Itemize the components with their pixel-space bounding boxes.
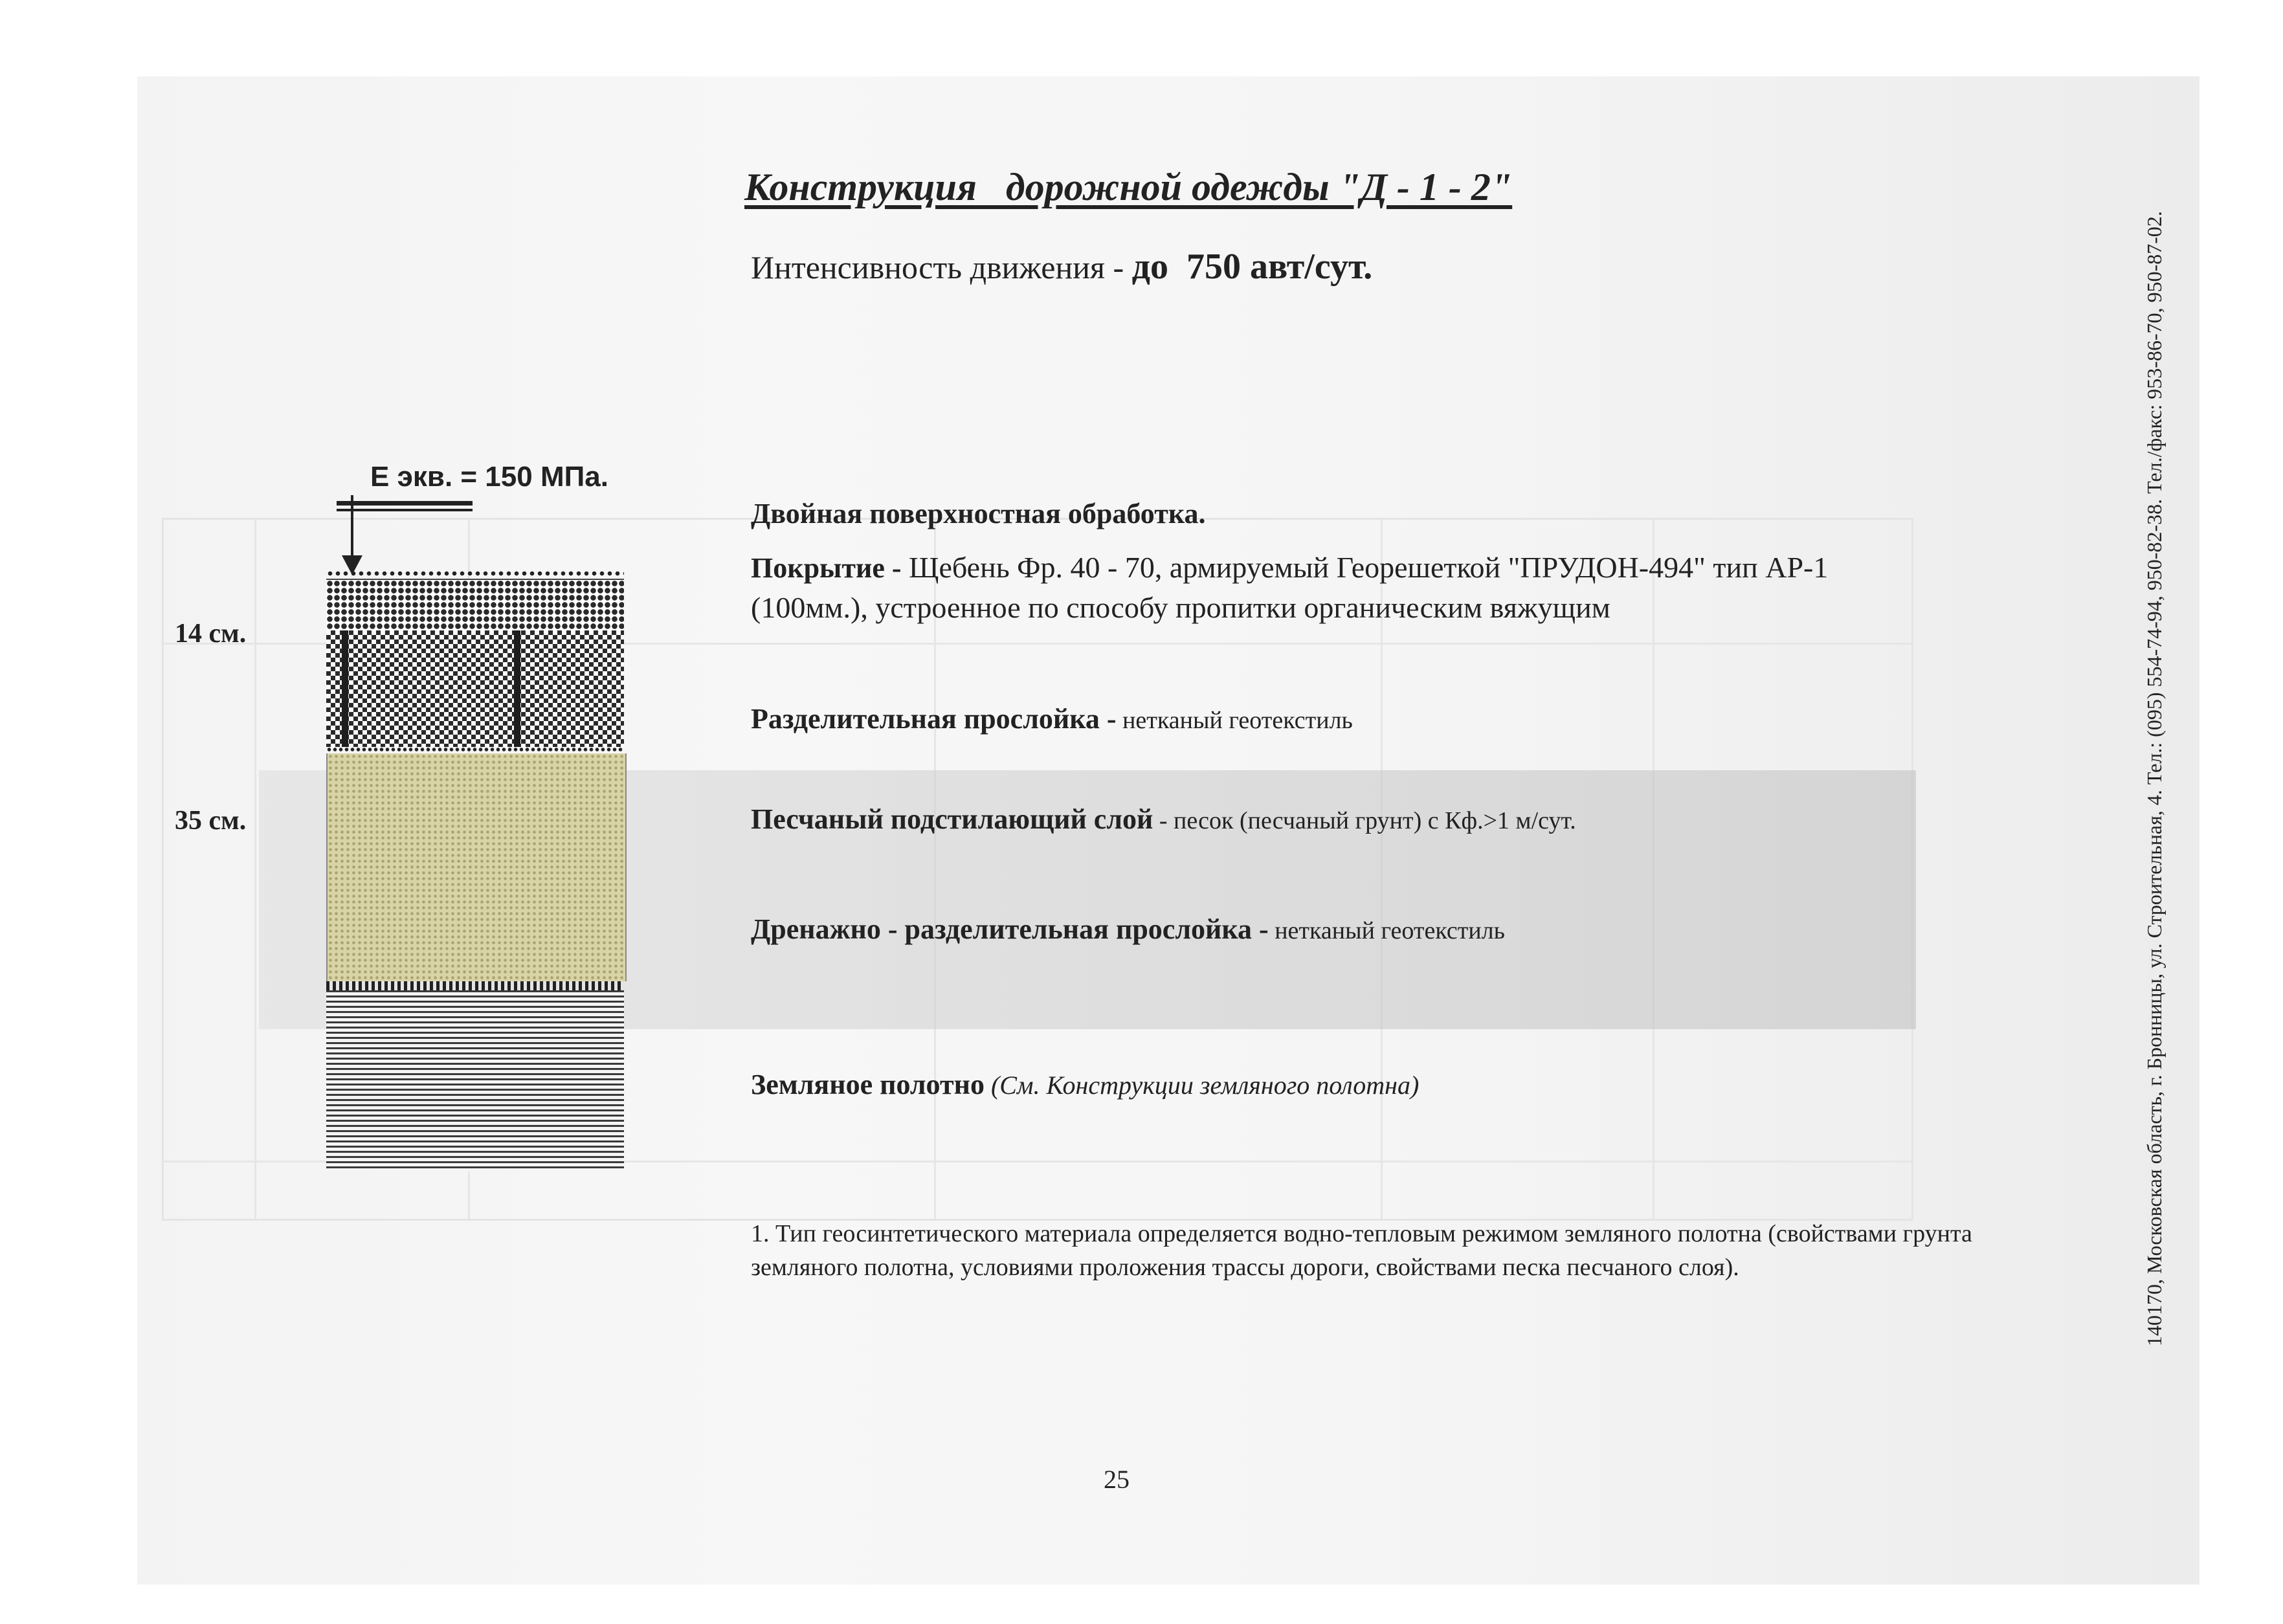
layer-description [751,1068,1419,1101]
geogrid-post [342,630,348,747]
layer-desc: нетканый геотекстиль [1268,917,1506,944]
layer-desc: - песок (песчаный грунт) с Кф.>1 м/сут. [1153,807,1576,834]
page-number: 25 [1104,1465,1130,1494]
traffic-intensity-value: до 750 авт/сут. [1131,247,1373,287]
layer-desc: (См. Конструкции земляного полотна) [984,1071,1420,1100]
layer-desc-line2: (100мм.), устроенное по способу пропитки органическим вяжущим [751,591,1610,624]
side-contact-info: 140170, Московская область, г. Бронницы, ул. Строительная, 4. Тел.: (095) 554-74-94, 950-82-38. Тел./факс: 953-86-70, 950-87-02. [2143,211,2166,1346]
layer-name: Покрытие - [751,552,902,584]
subgrade-soil-layer [326,990,624,1172]
geogrid-post [514,630,520,747]
page-title: Конструкция дорожной одежды "Д - 1 - 2" [744,166,1513,208]
layer-description [751,803,1576,836]
layer-description [751,913,1505,946]
traffic-intensity [751,246,1372,287]
footnote: 1. Тип геосинтетического материала определяется водно-тепловым режимом земляного полотна (свойствами грунта земляного полотна, условиями проложения трассы дороги, свойствами песка песчаного слоя). [751,1220,1972,1281]
load-arrow-shaft [351,495,353,560]
equivalent-modulus-label: Е экв. = 150 МПа. [370,461,608,493]
layer-desc: Щебень Фр. 40 - 70, армируемый Георешеткой "ПРУДОН-494" тип АР-1 [901,551,1829,584]
dimension-top-layer: 14 см. [175,619,247,649]
layer-name: Разделительная прослойка - [751,703,1117,735]
modulus-underline-thin [337,509,473,511]
traffic-intensity-label: Интенсивность движения - [751,249,1124,285]
layer-desc: нетканый геотекстиль [1116,707,1353,734]
sand-subbase-layer [326,753,627,981]
layer-description [751,550,1828,584]
layer-name: Земляное полотно [751,1069,985,1100]
dimension-sand-layer: 35 см. [175,806,247,836]
layer-description [751,497,1206,530]
separating-geotextile-layer [326,747,624,752]
drainage-geotextile-layer [326,981,624,990]
layer-name: Песчаный подстилающий слой [751,803,1153,835]
layer-name: Дренажно - разделительная прослойка - [751,913,1269,945]
layer-name: Двойная поверхностная обработка. [751,498,1206,529]
layer-description-continued [751,590,1610,625]
crushed-stone-layer-top [326,579,624,632]
modulus-underline [337,501,473,506]
pavement-cross-section [326,570,624,1172]
crushed-stone-geogrid-layer [326,630,624,747]
surface-treatment-layer [326,570,624,579]
layer-description [751,702,1353,735]
